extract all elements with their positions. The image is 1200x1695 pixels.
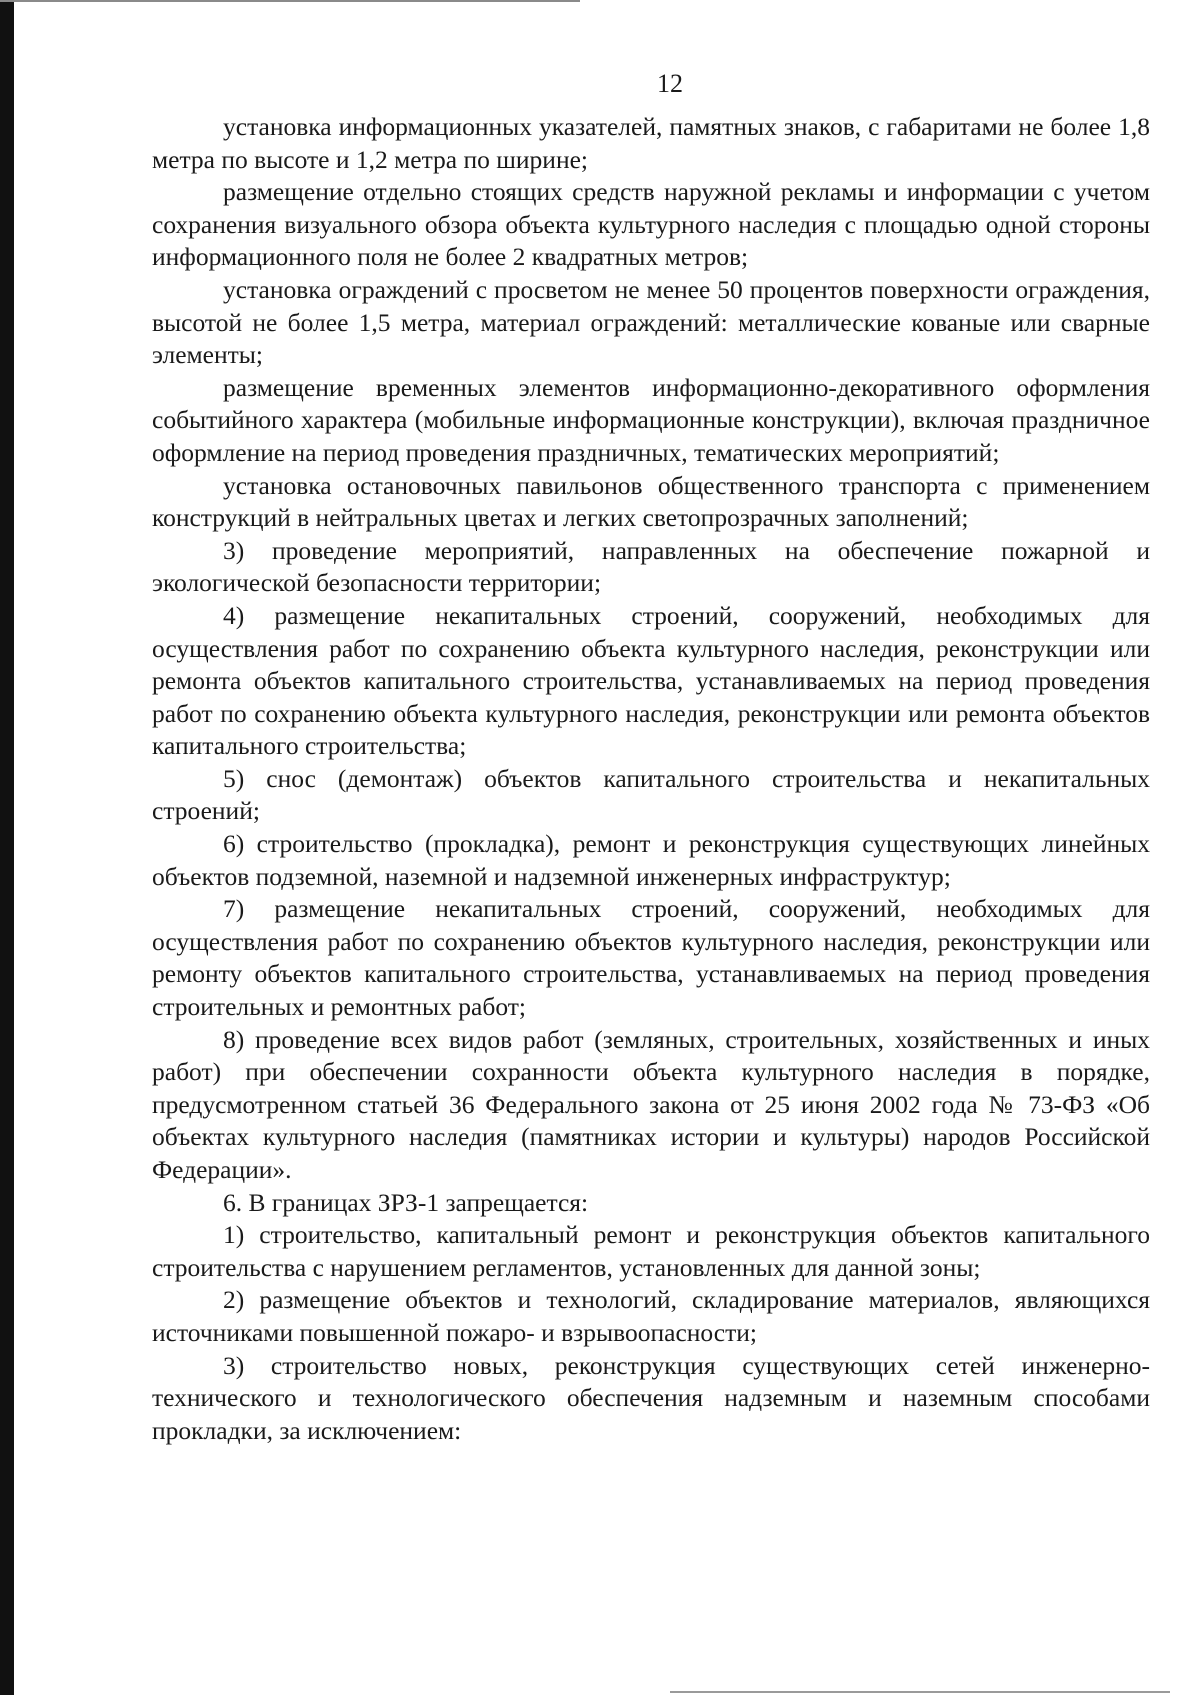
scan-bottom-edge	[670, 1691, 1170, 1693]
scan-left-edge	[0, 0, 14, 1695]
paragraph-section-6-heading: 6. В границах ЗРЗ-1 запрещается:	[223, 1187, 589, 1217]
paragraph-bus-stops: установка остановочных павильонов общественного транспорта с применением конструкций в нейтральных цветах и легких светопрозрачных заполнений;	[152, 470, 1150, 533]
paragraph-fences: установка ограждений с просветом не менее 50 процентов поверхности ограждения, высотой не более 1,5 метра, материал ограждений: металлические кованые или сварные элементы;	[152, 274, 1150, 370]
paragraph-item-8-works: 8) проведение всех видов работ (земляных, строительных, хозяйственных и иных работ) при обеспечении сохранности объекта культурного наследия в порядке, предусмотренном статьей 36 Федерального закона от 25 июня 2002 года № 73-ФЗ «Об объектах культурного наследия (памятниках истории и культуры) народов Российской Федерации».	[152, 1024, 1150, 1184]
document-body	[152, 111, 1150, 1447]
scan-top-edge	[0, 0, 580, 2]
paragraph-item-6-linear-objects: 6) строительство (прокладка), ремонт и реконструкция существующих линейных объектов подземной, наземной и надземной инженерных инфраструктур;	[152, 829, 1150, 891]
paragraph-temporary-decor: размещение временных элементов информационно-декоративного оформления событийного характера (мобильные информационные конструкции), включая праздничное оформление на период проведения праздничных, тематических мероприятий;	[152, 372, 1150, 467]
paragraph-outdoor-advertising: размещение отдельно стоящих средств наружной рекламы и информации с учетом сохранения визуального обзора объекта культурного наследия с площадью одной стороны информационного поля не более 2 квадратных метров;	[152, 177, 1150, 272]
paragraph-prohibited-3: 3) строительство новых, реконструкция существующих сетей инженерно-технического и технологического обеспечения надземным и наземным способами прокладки, за исключением:	[152, 1350, 1150, 1445]
paragraph-item-7-temporary-structures: 7) размещение некапитальных строений, сооружений, необходимых для осуществления работ по сохранению объектов культурного наследия, реконструкции или ремонту объектов капитального строительства, устанавливаемых на период проведения строительных и ремонтных работ;	[152, 894, 1150, 1022]
paragraph-item-5-demolition: 5) снос (демонтаж) объектов капитального строительства и некапитальных строений;	[152, 763, 1150, 826]
page-number: 12	[657, 69, 683, 98]
paragraph-prohibited-1: 1) строительство, капитальный ремонт и реконструкция объектов капитального строительства с нарушением регламентов, установленных для данной зоны;	[152, 1220, 1150, 1282]
paragraph-info-signs: установка информационных указателей, памятных знаков, с габаритами не более 1,8 метра по высоте и 1,2 метра по ширине;	[152, 112, 1150, 174]
paragraph-item-3-safety: 3) проведение мероприятий, направленных на обеспечение пожарной и экологической безопасности территории;	[152, 535, 1150, 598]
paragraph-item-4-temporary-structures: 4) размещение некапитальных строений, сооружений, необходимых для осуществления работ по сохранению объекта культурного наследия, реконструкции или ремонта объектов капитального строительства, устанавливаемых на период проведения работ по сохранению объекта культурного наследия, реконструкции или ремонта объектов капитального строительства;	[152, 600, 1150, 761]
paragraph-prohibited-2: 2) размещение объектов и технологий, складирование материалов, являющихся источниками повышенной пожаро- и взрывоопасности;	[152, 1285, 1150, 1347]
